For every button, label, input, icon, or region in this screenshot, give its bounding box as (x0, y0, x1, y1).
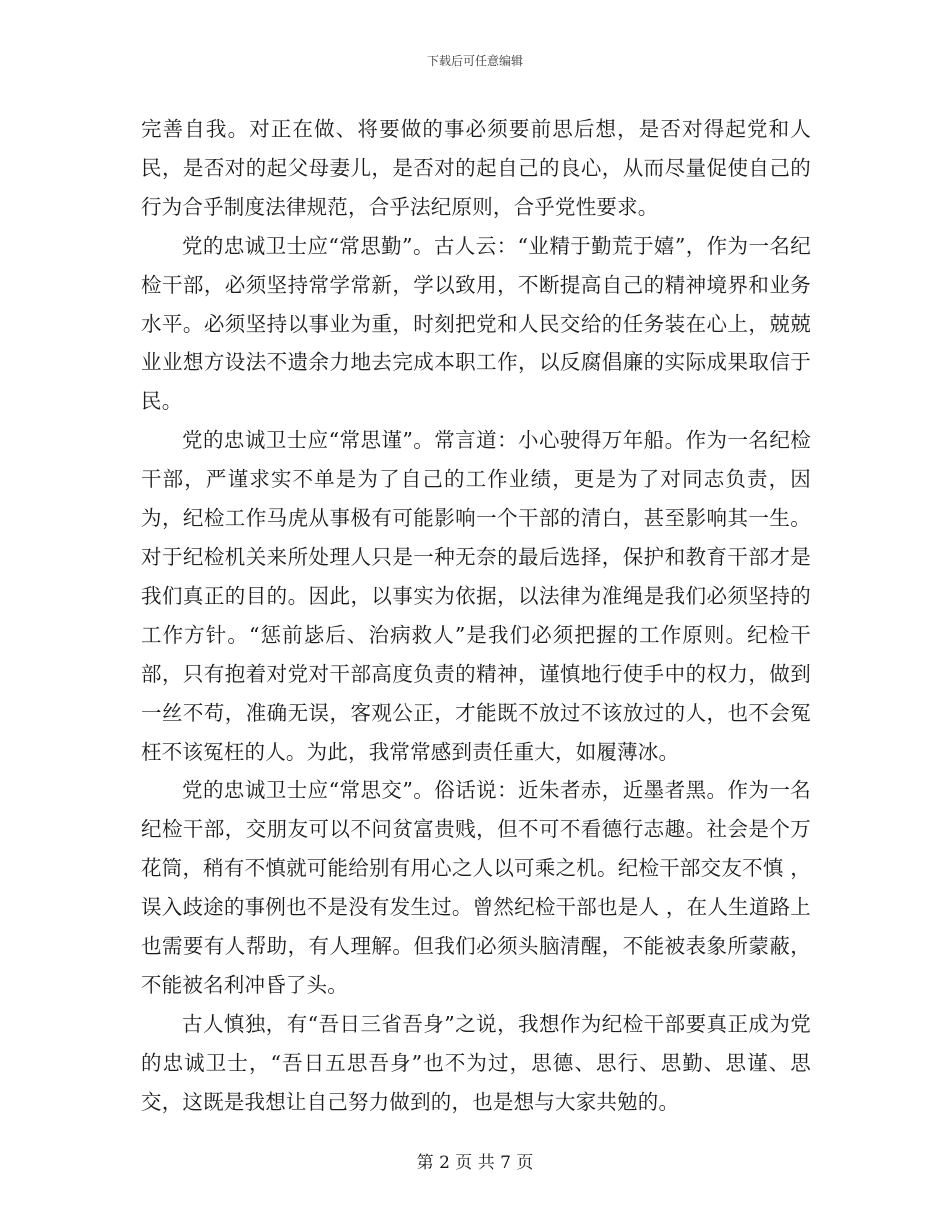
page-header-note: 下载后可任意编辑 (426, 54, 523, 68)
page-number: 第 2 页 共 7 页 (416, 1153, 534, 1173)
paragraph-caution: 党的忠诚卫士应“常思谨”。常言道：小心驶得万年船。作为一名纪检干部，严谨求实不单是为了自己的工作业绩，更是为了对同志负责，因为，纪检工作马虎从事极有可能影响一个干部的清白，甚至影响其一生。对于纪检机关来所处理人只是一种无奈的最后选择，保护和教育干部才是我们真正的目的。因此，以事实为依据，以法律为准绳是我们必须坚持的工作方针。“惩前毖后、治病救人”是我们必须把握的工作原则。纪检干部，只有抱着对党对干部高度负责的精神，谨慎地行使手中的权力，做到一丝不苟，准确无误，客观公正，才能既不放过不该放过的人，也不会冤枉不该冤枉的人。为此，我常常感到责任重大，如履薄冰。 (141, 428, 811, 764)
paragraph-continued: 完善自我。对正在做、将要做的事必须要前思后想，是否对得起党和人民，是否对的起父母妻儿，是否对的起自己的良心，从而尽量促使自己的行为合乎制度法律规范，合乎法纪原则，合乎党性要求。 (141, 117, 811, 219)
paragraph-friendship: 党的忠诚卫士应“常思交”。俗话说：近朱者赤，近墨者黑。作为一名纪检干部，交朋友可以不问贫富贵贱，但不可不看德行志趣。社会是个万花筒，稍有不慎就可能给别有用心之人以可乘之机。纪检干部交友不慎 ，误入歧途的事例也不是没有发生过。曾然纪检干部也是人 ，在人生道路上 也需要有人帮助，有人理解。但我们必须头脑清醒，不能被表象所蒙蔽，不能被名利冲昏了头。 (141, 778, 811, 997)
document-body (141, 110, 811, 1122)
paragraph-conclusion: 古人慎独，有“吾日三省吾身”之说，我想作为纪检干部要真正成为党的忠诚卫士，“吾日五思吾身”也不为过，思德、思行、思勤、思谨、思交，这既是我想让自己努力做到的，也是想与大家共勉的。 (141, 1011, 811, 1114)
paragraph-diligence: 党的忠诚卫士应“常思勤”。古人云：“业精于勤荒于嬉”，作为一名纪检干部，必须坚持常学常新，学以致用，不断提高自己的精神境界和业务水平。必须坚持以事业为重，时刻把党和人民交给的任务装在心上，兢兢业业想方设法不遗余力地去完成本职工作，以反腐倡廉的实际成果取信于民。 (141, 233, 811, 414)
